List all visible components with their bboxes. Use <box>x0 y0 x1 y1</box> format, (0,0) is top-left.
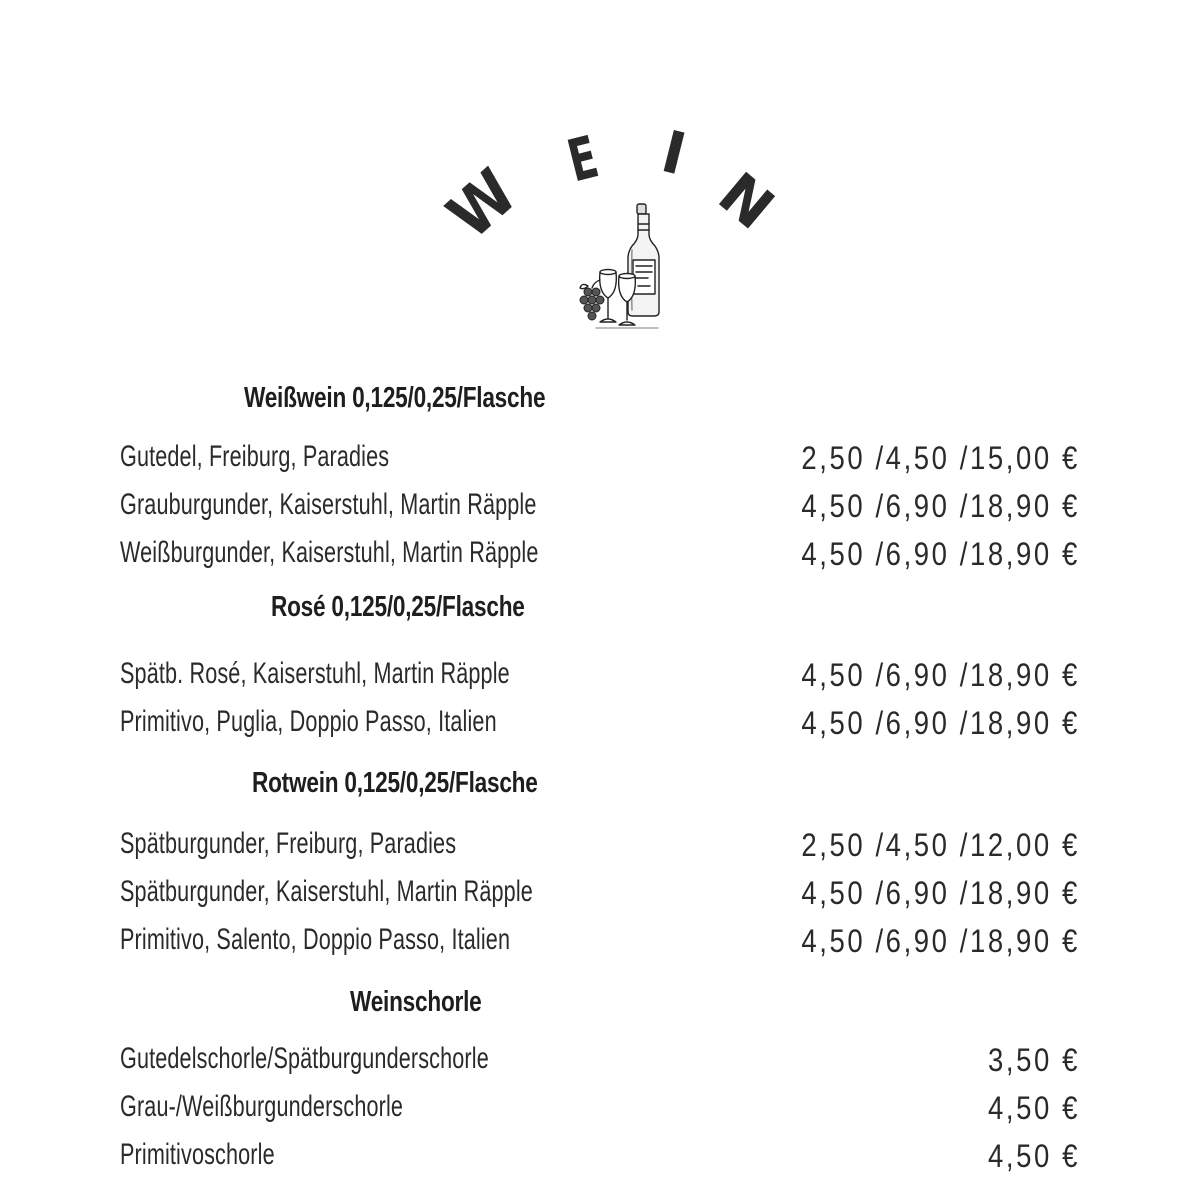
menu-item-row <box>120 440 1080 480</box>
section-title-rose: Rosé 0,125/0,25/Flasche <box>271 591 525 623</box>
menu-item-row <box>120 1090 1080 1130</box>
menu-item-row <box>120 827 1080 867</box>
section-title-weinschorle: Weinschorle <box>350 986 482 1018</box>
menu-item-row <box>120 923 1080 963</box>
item-price: 4,50 /6,90 /18,90 € <box>801 536 1080 572</box>
title-letter-i: I <box>655 117 693 189</box>
menu-item-row <box>120 875 1080 915</box>
menu-item-row <box>120 657 1080 697</box>
item-name: Grauburgunder, Kaiserstuhl, Martin Räpple <box>120 488 537 521</box>
item-price: 3,50 € <box>988 1042 1080 1078</box>
wine-bottle-glasses-grapes-icon <box>578 200 662 336</box>
item-price: 2,50 /4,50 /12,00 € <box>801 827 1080 863</box>
item-price: 4,50 /6,90 /18,90 € <box>801 488 1080 524</box>
menu-item-row <box>120 705 1080 745</box>
item-name: Spätb. Rosé, Kaiserstuhl, Martin Räpple <box>120 657 510 690</box>
item-price: 4,50 € <box>988 1090 1080 1126</box>
item-name: Primitivoschorle <box>120 1138 275 1171</box>
item-name: Spätburgunder, Freiburg, Paradies <box>120 827 457 860</box>
item-name: Primitivo, Puglia, Doppio Passo, Italien <box>120 705 497 738</box>
title-letter-w: W <box>433 154 531 254</box>
item-price: 2,50 /4,50 /15,00 € <box>801 440 1080 476</box>
title-letter-e: E <box>561 122 605 196</box>
item-name: Gutedel, Freiburg, Paradies <box>120 440 390 473</box>
item-name: Gutedelschorle/Spätburgunderschorle <box>120 1042 489 1075</box>
section-title-weisswein: Weißwein 0,125/0,25/Flasche <box>244 382 546 414</box>
title-letter-n: N <box>705 159 787 243</box>
item-name: Grau-/Weißburgunderschorle <box>120 1090 404 1123</box>
menu-item-row <box>120 1138 1080 1178</box>
item-price: 4,50 /6,90 /18,90 € <box>801 657 1080 693</box>
item-price: 4,50 /6,90 /18,90 € <box>801 875 1080 911</box>
item-name: Weißburgunder, Kaiserstuhl, Martin Räpple <box>120 536 539 569</box>
item-price: 4,50 /6,90 /18,90 € <box>801 923 1080 959</box>
menu-item-row <box>120 536 1080 576</box>
item-price: 4,50 € <box>988 1138 1080 1174</box>
menu-item-row <box>120 1042 1080 1082</box>
item-price: 4,50 /6,90 /18,90 € <box>801 705 1080 741</box>
item-name: Spätburgunder, Kaiserstuhl, Martin Räpple <box>120 875 533 908</box>
item-name: Primitivo, Salento, Doppio Passo, Italien <box>120 923 511 956</box>
menu-item-row <box>120 488 1080 528</box>
section-title-rotwein: Rotwein 0,125/0,25/Flasche <box>252 767 538 799</box>
